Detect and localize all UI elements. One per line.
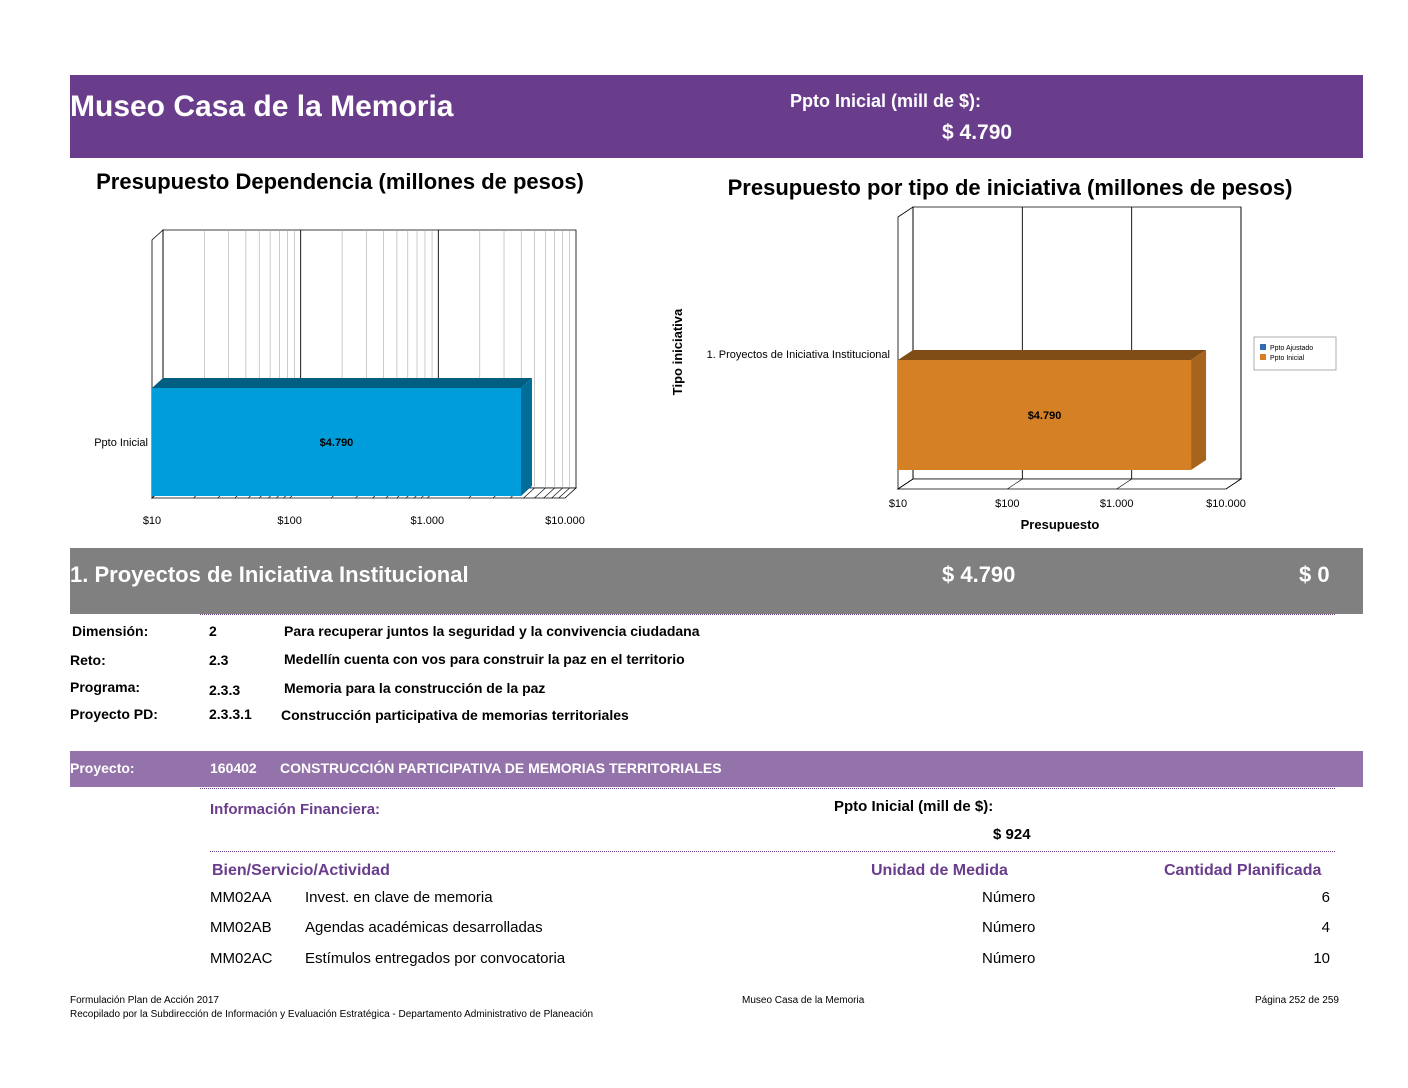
- chart2-bar-side: [1191, 350, 1206, 470]
- chart2-bar-top: [898, 350, 1206, 360]
- chart1-data-label: $4.790: [319, 437, 354, 449]
- chart2-legend: [1254, 337, 1336, 370]
- meta-code-programa: 2.3.3: [209, 682, 241, 698]
- chart1-tick-label: $10.000: [545, 515, 585, 527]
- financial-ppto-label: Ppto Inicial (mill de $):: [834, 798, 994, 815]
- financial-ppto-value: $ 924: [993, 826, 1031, 843]
- financial-heading: Información Financiera:: [210, 801, 381, 818]
- table-row-unit: Número: [982, 889, 1036, 906]
- table-row-code: MM02AB: [210, 919, 272, 936]
- meta-text-dimension: Para recuperar juntos la seguridad y la convivencia ciudadana: [284, 623, 700, 639]
- table-row-unit: Número: [982, 950, 1036, 967]
- meta-code-dimension: 2: [209, 623, 217, 639]
- footer-page-number: Página 252 de 259: [1255, 995, 1339, 1006]
- chart2-tick-label: $100: [995, 498, 1020, 510]
- footer-left-line2: Recopilado por la Subdirección de Información y Evaluación Estratégica - Departamento Administrativo de Planeación: [70, 1009, 594, 1020]
- project-code: 160402: [210, 760, 257, 776]
- chart2-category-label: 1. Proyectos de Iniciativa Institucional: [706, 349, 890, 361]
- chart2-y-axis-label: Tipo iniciativa: [670, 308, 685, 396]
- table-row-desc: Invest. en clave de memoria: [305, 889, 493, 906]
- chart1-svg: [80, 220, 600, 540]
- table-row-code: MM02AA: [210, 889, 272, 906]
- chart2-tick-label: $10: [888, 498, 908, 510]
- divider: [200, 614, 1335, 615]
- chart2-x-axis-label: Presupuesto: [1020, 517, 1100, 532]
- divider: [210, 851, 1335, 852]
- chart2-legend-swatch: [1260, 354, 1266, 360]
- table-row-desc: Agendas académicas desarrolladas: [305, 919, 543, 936]
- project-label: Proyecto:: [70, 760, 135, 776]
- section-title: 1. Proyectos de Iniciativa Institucional: [70, 562, 469, 587]
- footer-left-line1: Formulación Plan de Acción 2017: [70, 995, 219, 1006]
- section-value-initial: $ 4.790: [942, 562, 1016, 587]
- chart2-tick-label: $1.000: [1099, 498, 1134, 510]
- chart1-category-label: Ppto Inicial: [94, 437, 148, 449]
- meta-code-proyecto-pd: 2.3.3.1: [209, 706, 252, 722]
- chart1-bar-side: [521, 378, 532, 496]
- section-value-adjusted: $ 0: [1299, 562, 1330, 587]
- chart2-floor: [898, 479, 1241, 489]
- meta-text-reto: Medellín cuenta con vos para construir la paz en el territorio: [284, 651, 685, 667]
- footer-center: Museo Casa de la Memoria: [742, 995, 865, 1006]
- header-ppto-value: $ 4.790: [942, 121, 1013, 144]
- table-row-unit: Número: [982, 919, 1036, 936]
- table-row-qty: 6: [1321, 889, 1330, 906]
- chart2-svg: [660, 200, 1360, 545]
- meta-label-dimension: Dimensión:: [72, 623, 149, 639]
- table-header-unit: Unidad de Medida: [871, 862, 1008, 879]
- divider: [200, 788, 1335, 789]
- chart1-tick-label: $1.000: [410, 515, 445, 527]
- meta-text-proyecto-pd: Construcción participativa de memorias territoriales: [281, 707, 629, 723]
- page-title: Museo Casa de la Memoria: [70, 90, 454, 123]
- chart2-title: Presupuesto por tipo de iniciativa (millones de pesos): [727, 175, 1293, 200]
- project-name: CONSTRUCCIÓN PARTICIPATIVA DE MEMORIAS TERRITORIALES: [280, 760, 722, 776]
- chart1-bar-top: [152, 378, 532, 388]
- meta-label-proyecto-pd: Proyecto PD:: [70, 706, 158, 722]
- chart1-title: Presupuesto Dependencia (millones de pesos): [96, 169, 584, 194]
- meta-label-programa: Programa:: [70, 679, 141, 695]
- chart2-legend-box: [1254, 337, 1336, 370]
- chart1-tick-label: $100: [277, 515, 302, 527]
- chart2-legend-swatch: [1260, 344, 1266, 350]
- table-row-qty: 4: [1321, 919, 1330, 936]
- meta-text-programa: Memoria para la construcción de la paz: [284, 680, 546, 696]
- meta-label-reto: Reto:: [70, 652, 106, 668]
- chart2-legend-label: Ppto Ajustado: [1270, 345, 1314, 352]
- table-row-code: MM02AC: [210, 950, 273, 967]
- table-row-desc: Estímulos entregados por convocatoria: [305, 950, 566, 967]
- header-ppto-label: Ppto Inicial (mill de $):: [790, 91, 982, 111]
- table-header-qty: Cantidad Planificada: [1164, 862, 1322, 879]
- chart2-data-label: $4.790: [1027, 410, 1062, 422]
- chart2-legend-label: Ppto Inicial: [1270, 355, 1305, 362]
- table-header-activity: Bien/Servicio/Actividad: [212, 862, 390, 879]
- meta-code-reto: 2.3: [209, 652, 229, 668]
- chart2-tick-label: $10.000: [1206, 498, 1246, 510]
- chart1-tick-label: $10: [142, 515, 162, 527]
- table-row-qty: 10: [1313, 950, 1330, 967]
